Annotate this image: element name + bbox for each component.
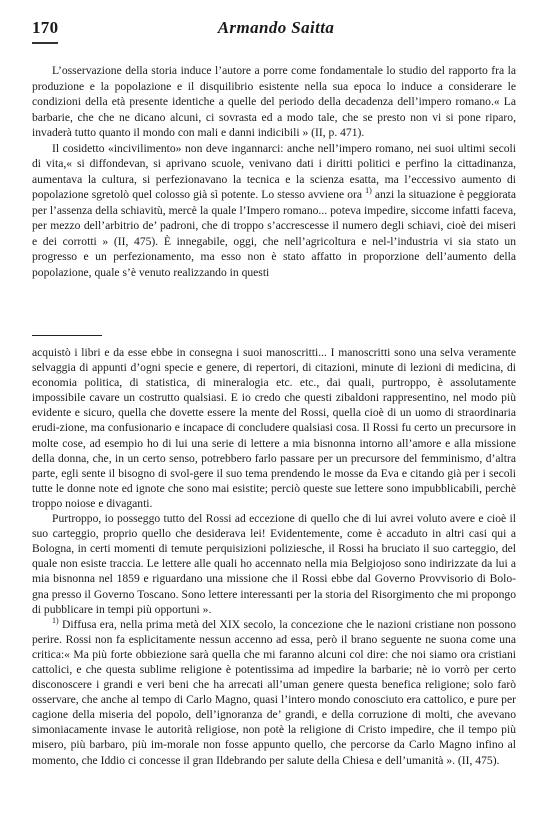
body-paragraph-2-part-2: anzi la situazione è peggiorata per l’assenza della schiavitù, mercè la quale l’Impero romano... poteva impedire, siccome infatti faceva, per mezzo dell’arbitrio de’ padroni, che di troppo s’accrescesse il numero degli schiavi, cioè dei miseri e dei corrotti » (II, 475). È innegabile, oggi, che nell’agricoltura e nel-l’industria vi sia stato un progresso e un perfezionamento, ma esso non è stato affatto in proporzione dell’aumento della popolazione, quale s’è venuto realizzando in questi: [32, 188, 516, 279]
footnote-1-text: Diffusa era, nella prima metà del XIX secolo, la concezione che le nazioni cristiane non possono perire. Rossi non fa esplicitamente nessun accenno ad essa, però il brano seguente ne suona come una critica:« Ma più forte obbiezione sarà quella che mi faranno alcuni col dire: che noi siamo ora cristiani cattolici, e che questa sublime religione è potentissima ad impedire la barbarie; nè io vorrò per certo disconoscere i grandi e veri beni che ha arrecati all’uman genere questa benefica religione; solo farò osservare, che anche al tempo di Carlo Magno, quasi l’intero mondo conosciuto era cattolico, e pure per cagione della miseria del popolo, dell’ignoranza de’ grandi, e della corruzione di molti, che avevano simoniacamente invase le autorità religiose, non potè la religione di Cristo impedire, che il tempo più misero, più barbaro, più im-morale non fosse appunto quello, che percorse da Carlo Magno infino al momento, che Iddio ci concesse il gran Ildebrando per salute della Chiesa e dell’umanità ». (II, 475).: [32, 617, 516, 767]
page-number: 170: [32, 18, 59, 37]
footnote-continuation: acquistò i libri e da esse ebbe in consegna i suoi manoscritti... I manoscritti sono una selva veramente selvaggia di appunti d’ogni specie e genere, di repertori, di citazioni, minute di lezioni di medicina, di economia politica, di statistica, di mineralogia etc. etc., dai quali, purtroppo, è assolutamente impossibile cavare un costrutto qualsiasi. E io credo che questi zibaldoni rappresentino, nel modo più evidente e sicuro, quella che dovette essere la mente del Rossi, quella cioè di un uomo di straordinaria erudi-zione, ma confusionario e incapace di concludere qualsiasi cosa. Il Rossi fu certo un precursore in molte cose, ad esempio ho di lui una serie di lettere a mia bisnonna intorno all’amore e alla missione della donna, che, in un certo senso, potrebbero farlo passare per un precursore del femminismo, d’altra parte, egli sente il bisogno di svol-gere il suo tema prendendo le mosse da Eva e citando già per i secoli tutte le donne note ed ignote che sono mai esistite; perciò queste sue lettere sono impubblicabili, perchè troppo noiose e divaganti.: [32, 346, 516, 510]
footnotes: [32, 345, 516, 768]
footnote-1: [32, 617, 516, 768]
footnote-reference: 1): [365, 186, 372, 196]
footnote-separator: [32, 335, 102, 336]
running-head: Armando Saitta: [217, 18, 335, 37]
body-paragraph-1: L’osservazione della storia induce l’autore a porre come fondamentale lo studio del rapporto fra la produzione e la popolazione e il disquilibrio esistente nella sua epoca lo induce a considerare le condizioni della età presente identiche a quelle del periodo della decadenza dell’impero romano.« La barbarie, che che ne dicano alcuni, ci sovrasta ed a modo tale, che se presto non vi si pone riparo, invaderà tutto quanto il mondo con mali e danni indicibili » (II, p. 471).: [32, 64, 516, 139]
body-paragraph-2-part-1: Il cosidetto «incivilimento» non deve ingannarci: anche nell’impero romano, nei suoi ultimi secoli di vita,« si diffondevan, si aprivano scuole, venivano dati i diritti politici e perfino la cittadinanza, aumentava la cultura, si perfezionavano la tecnica e la scienza esatta, ma l’eccessivo aumento di popolazione sgretolò quel colosso già sì potente. Lo stesso avviene ora: [32, 141, 516, 201]
footnote-marker: 1): [52, 615, 59, 625]
header-rule: [32, 42, 58, 44]
footnote-paragraph: Purtroppo, io posseggo tutto del Rossi ad eccezione di quello che di lui avrei voluto avere e cioè il suo carteggio, proprio quello che desideravа lei! Evidentemente, come è accaduto in altri casi qui a Bologna, in certi momenti di temute perquisizioni poliziesche, il Rossi ha bruciato il suo carteggio, del quale non esiste traccia. Le lettere alle quali ho accennato nella mia Belgiojoso sono indirizzate da lui a mia bisnonna nel 1859 e riguardano una missione che il Rossi ebbe dal Governo Provvisorio di Bolo-gna presso il Governo Toscano. Sono lettere interessanti per la storia del Risorgimento che mi propongo di pubblicare in tempi più opportuni ».: [32, 512, 516, 616]
page-header: [32, 18, 520, 44]
main-text: [32, 63, 516, 280]
body-paragraph-2: [32, 141, 516, 281]
